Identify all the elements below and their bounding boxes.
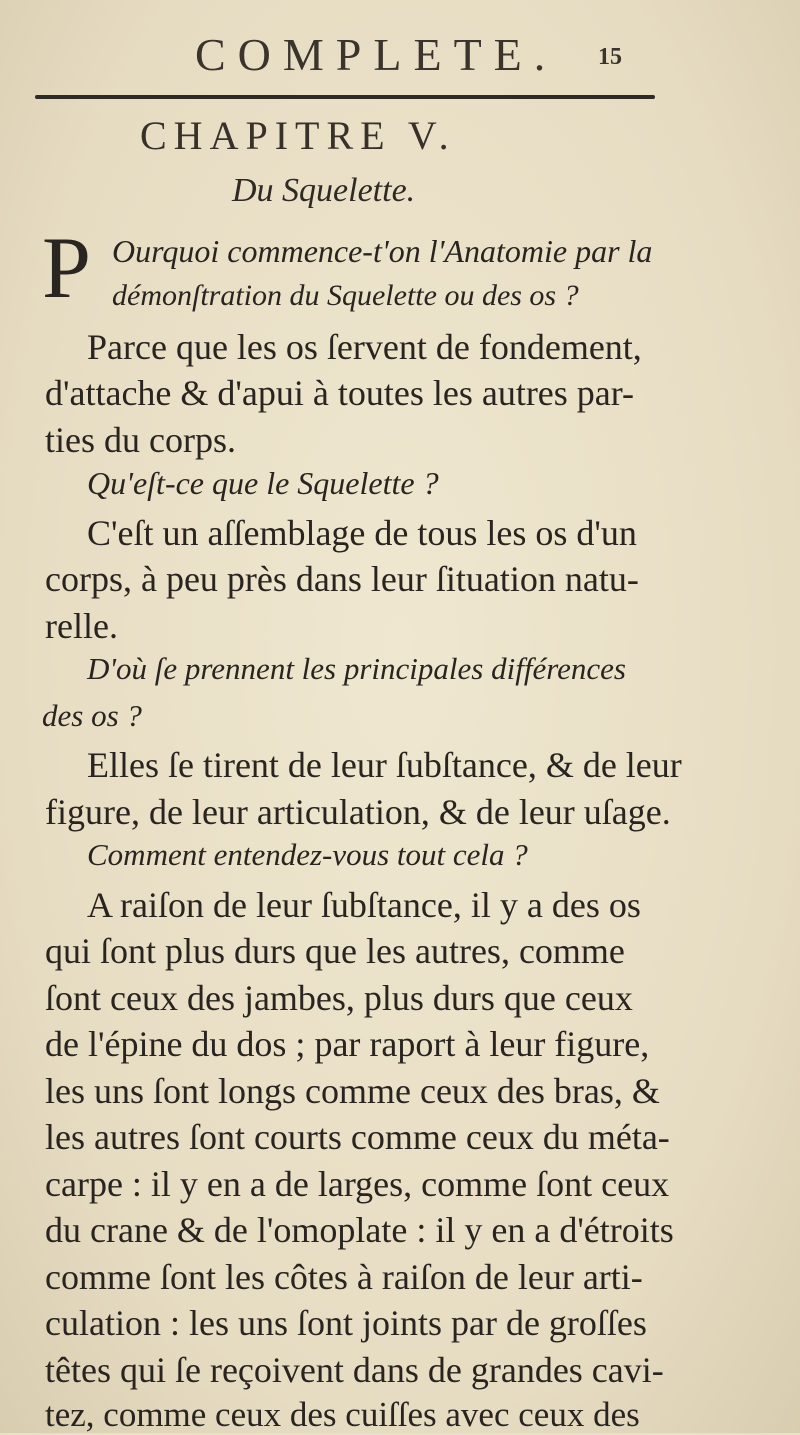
text-line: démonſtration du Squelette ou des os ? <box>112 279 579 312</box>
header-rule <box>35 95 655 99</box>
text-line: ſont ceux des jambes, plus durs que ceux <box>45 978 633 1018</box>
text-line: Comment entendez-vous tout cela ? <box>87 837 528 872</box>
text-line: culation : les uns ſont joints par de groſſes <box>45 1303 647 1343</box>
text-line: A raiſon de leur ſubſtance, il y a des os <box>87 885 641 925</box>
page-header <box>0 28 800 78</box>
text-line: Qu'eſt-ce que le Squelette ? <box>87 465 439 501</box>
text-line: Elles ſe tirent de leur ſubſtance, & de leur <box>87 745 682 785</box>
chapter-subtitle: Du Squelette. <box>232 172 416 209</box>
text-line: D'où ſe prennent les principales différences <box>87 651 626 686</box>
text-line: les uns ſont longs comme ceux des bras, & <box>45 1071 660 1111</box>
text-line: qui ſont plus durs que les autres, comme <box>45 931 625 971</box>
chapter-title: CHAPITRE V. <box>140 113 456 158</box>
text-line: Parce que les os ſervent de fondement, <box>87 327 642 367</box>
text-line: corps, à peu près dans leur ſituation natu- <box>45 559 639 599</box>
drop-cap: P <box>42 220 91 317</box>
text-line: Ourquoi commence-t'on l'Anatomie par la <box>112 233 653 269</box>
text-line: de l'épine du dos ; par raport à leur figure, <box>45 1024 650 1064</box>
text-line: tez, comme ceux des cuiſſes avec ceux des <box>45 1395 640 1434</box>
running-head: COMPLETE. <box>195 29 558 80</box>
text-line: carpe : il y en a de larges, comme ſont ceux <box>45 1164 670 1204</box>
text-line: relle. <box>45 606 118 646</box>
text-line: comme ſont les côtes à raiſon de leur arti- <box>45 1257 643 1297</box>
text-line: têtes qui ſe reçoivent dans de grandes cavi- <box>45 1350 664 1390</box>
text-line: C'eſt un aſſemblage de tous les os d'un <box>87 513 637 553</box>
text-line: figure, de leur articulation, & de leur uſage. <box>45 792 671 832</box>
page-number: 15 <box>598 44 622 70</box>
text-line: les autres ſont courts comme ceux du méta- <box>45 1117 670 1157</box>
text-line: ties du corps. <box>45 420 236 460</box>
text-line: des os ? <box>42 698 142 733</box>
text-line: du crane & de l'omoplate : il y en a d'étroits <box>45 1210 674 1250</box>
text-line: d'attache & d'apui à toutes les autres par- <box>45 373 635 413</box>
